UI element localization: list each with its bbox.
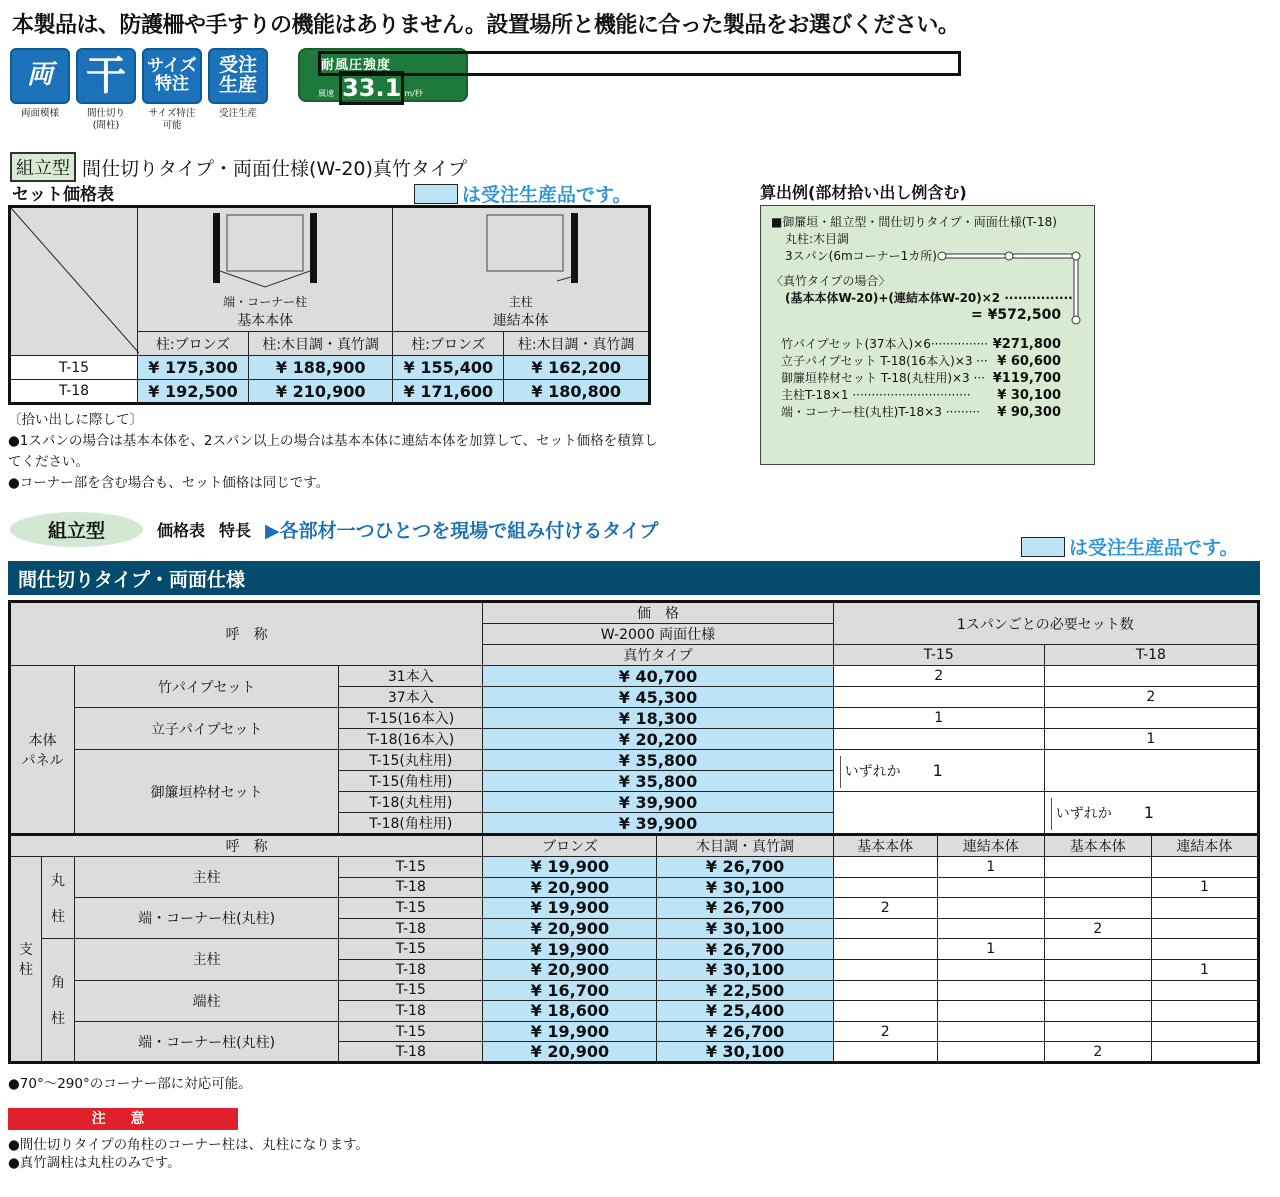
price-cell: ¥ 30,100 [657, 1042, 833, 1063]
price-cell: ¥ 19,900 [483, 939, 657, 960]
count-cell [1044, 1001, 1151, 1022]
price-cell: ¥ 18,300 [483, 708, 833, 729]
feature-custom-size [142, 48, 202, 132]
col-header: 柱:木目調・真竹調 [249, 332, 393, 356]
col-header: 柱:ブロンズ [138, 332, 249, 356]
count-cell [937, 1042, 1044, 1063]
icon-label: 受注生産 [218, 108, 257, 119]
header-link: 連結本体 [937, 835, 1044, 857]
count-cell [1044, 1021, 1151, 1042]
price-cell: ¥ 188,900 [249, 356, 393, 380]
row-label: T-18 [10, 380, 138, 404]
section1-heading: 間仕切りタイプ・両面仕様(W-20)真竹タイプ [82, 157, 467, 180]
count-cell [833, 939, 937, 960]
count-cell [833, 687, 1044, 708]
price-cell: ¥ 210,900 [249, 380, 393, 404]
price-cell: ¥ 26,700 [657, 939, 833, 960]
calc-line: 〈真竹タイプの場合〉 [771, 274, 891, 288]
price-cell: ¥ 192,500 [138, 380, 249, 404]
calc-item [771, 336, 1061, 353]
count-cell [833, 1042, 937, 1063]
price-cell: ¥ 39,900 [483, 792, 833, 813]
count-cell [1044, 898, 1151, 919]
price-cell: ¥ 20,900 [483, 959, 657, 980]
diagonal-cell [10, 207, 138, 356]
table-row [10, 939, 1259, 960]
price-cell: ¥ 162,200 [504, 356, 650, 380]
price-cell: ¥ 16,700 [483, 980, 657, 1001]
post-group-label: 支 柱 [10, 857, 42, 1063]
header-t15: T-15 [833, 645, 1044, 666]
banner-label: 価格表 [157, 521, 206, 540]
assembly-tag: 組立型 [10, 152, 76, 182]
feature-text: ▶各部材一つひとつを現場で組み付けるタイプ [265, 520, 659, 542]
price-cell: ¥ 30,100 [657, 959, 833, 980]
table-row [10, 980, 1259, 1001]
linked-body-diagram [461, 209, 581, 289]
wind-value: 33.1 [339, 71, 404, 105]
icon-label: 両面模様 [20, 108, 59, 119]
count-cell [937, 877, 1044, 898]
count-cell: 2 [1044, 1042, 1151, 1063]
count-cell [937, 980, 1044, 1001]
legend-text: は受注生産品です。 [1069, 537, 1239, 559]
count-cell [937, 1021, 1044, 1042]
count-cell [1044, 877, 1151, 898]
calc-item-label: 端・コーナー柱(丸柱)T-18×3 ········· [781, 405, 981, 419]
wind-title: 耐風圧強度 [318, 51, 961, 76]
spec: T-18(16本入) [339, 729, 483, 750]
count-cell: 1 [1044, 729, 1258, 750]
spec: T-18(丸柱用) [339, 792, 483, 813]
count-cell [833, 857, 937, 878]
feature-icons [10, 48, 268, 132]
price-cell: ¥ 19,900 [483, 857, 657, 878]
count-cell: 1 [937, 939, 1044, 960]
calc-item-price: ¥ 30,100 [997, 388, 1061, 403]
size: T-18 [339, 959, 483, 980]
price-table-banner [10, 512, 658, 547]
set-price-table [8, 205, 651, 405]
calc-item-price: ¥271,800 [992, 337, 1061, 352]
count-cell: 2 [833, 666, 1044, 687]
made-to-order-legend [1021, 533, 1238, 560]
banner-label: 特長 [219, 521, 252, 540]
notes-heading: 〔拾い出しに際して〕 [8, 412, 143, 428]
header-t18: T-18 [1044, 645, 1258, 666]
pickup-notes [8, 410, 658, 494]
count-cell [1151, 1001, 1258, 1022]
price-cell: ¥ 30,100 [657, 877, 833, 898]
price-cell: ¥ 18,600 [483, 1001, 657, 1022]
calc-total: = ¥572,500 [971, 307, 1062, 323]
corner-note: ●70°〜290°のコーナー部に対応可能。 [8, 1076, 252, 1092]
basic-body-diagram [205, 209, 325, 289]
price-cell: ¥ 45,300 [483, 687, 833, 708]
count-cell: 1 [1151, 959, 1258, 980]
calc-item-label: 竹パイプセット(37本入)×6··············· [781, 337, 989, 351]
calc-line: (基本本体W-20)+(連結本体W-20)×2 ··············· [785, 291, 1073, 305]
square-post-label: 角 柱 [42, 939, 75, 1063]
item-name: 立子パイプセット [75, 708, 339, 750]
price-cell: ¥ 30,100 [657, 918, 833, 939]
calc-item-label: 御簾垣枠材セット T-18(丸柱用)×3 ··· [781, 371, 985, 385]
count-cell [937, 918, 1044, 939]
price-cell: ¥ 35,800 [483, 750, 833, 771]
set-price-subtitle: セット価格表 [12, 185, 114, 205]
count-cell [1151, 898, 1258, 919]
calc-line: 3スパン(6mコーナー1カ所) [785, 249, 937, 263]
size: T-15 [339, 857, 483, 878]
count-cell: 2 [1044, 918, 1151, 939]
price-cell: ¥ 20,900 [483, 918, 657, 939]
size: T-18 [339, 877, 483, 898]
calc-line: ■御簾垣・組立型・間仕切りタイプ・両面仕様(T-18) [771, 215, 1057, 229]
made-to-order-icon: 受注 生産 [208, 48, 268, 104]
item-name: 主柱 [75, 857, 339, 898]
spec: T-18(角柱用) [339, 813, 483, 835]
table-row [10, 380, 650, 404]
header-basic: 基本本体 [1044, 835, 1151, 857]
count-cell: 1 [937, 857, 1044, 878]
caution-item: ●真竹調柱は丸柱のみです。 [8, 1155, 181, 1171]
feature-both-sides [10, 48, 70, 132]
header-bronze: ブロンズ [483, 835, 657, 857]
header-wood: 木目調・真竹調 [657, 835, 833, 857]
item-name: 御簾垣枠材セット [75, 750, 339, 835]
price-cell: ¥ 26,700 [657, 857, 833, 878]
span-layout-diagram [936, 244, 1086, 329]
wind-resistance-badge [298, 48, 468, 102]
legend-swatch [1021, 537, 1065, 557]
header-price: 価 格 [483, 602, 833, 624]
size: T-15 [339, 898, 483, 919]
price-cell: ¥ 35,800 [483, 771, 833, 792]
price-cell: ¥ 20,200 [483, 729, 833, 750]
header-name: 呼 称 [10, 835, 483, 857]
count-cell: 2 [833, 1021, 937, 1042]
header-type: 真竹タイプ [483, 645, 833, 666]
size: T-18 [339, 918, 483, 939]
count-cell [833, 792, 1044, 835]
group-label: 本体 パネル [10, 666, 75, 835]
calc-item [771, 370, 1061, 387]
size: T-15 [339, 939, 483, 960]
price-cell: ¥ 175,300 [138, 356, 249, 380]
header-sets: 1スパンごとの必要セット数 [833, 602, 1258, 645]
count-cell [937, 959, 1044, 980]
feature-partition [76, 48, 136, 132]
count-cell [1151, 918, 1258, 939]
note-item: ●1スパンの場合は基本本体を、2スパン以上の場合は基本本体に連結本体を加算して、セット価格を積算してください。 [8, 433, 658, 470]
count-cell [833, 959, 937, 980]
section1-title [10, 152, 467, 182]
count-cell [833, 1001, 937, 1022]
calc-example-box [760, 205, 1095, 465]
count-cell [833, 729, 1044, 750]
feature-made-to-order [208, 48, 268, 132]
spec: 37本入 [339, 687, 483, 708]
row-label: T-15 [10, 356, 138, 380]
count-cell [937, 1001, 1044, 1022]
count-cell [1151, 1021, 1258, 1042]
calc-item-price: ¥119,700 [992, 371, 1061, 386]
count-cell [1151, 939, 1258, 960]
count-cell [1044, 708, 1258, 729]
item-name: 端・コーナー柱(丸柱) [75, 898, 339, 939]
made-to-order-legend [414, 180, 631, 207]
calc-line: 丸柱:木目調 [785, 232, 850, 246]
wind-prefix: 風速 [318, 88, 334, 98]
diagram-label: 主柱 [508, 295, 533, 309]
caution-item: ●間仕切りタイプの角柱のコーナー柱は、丸柱になります。 [8, 1137, 370, 1153]
item-name: 端・コーナー柱(丸柱) [75, 1021, 339, 1063]
calc-item-label: 主柱T-18×1 ······························· [781, 388, 971, 402]
group-label: 基本本体 [237, 313, 294, 329]
item-name: 竹パイプセット [75, 666, 339, 708]
table-row [10, 708, 1259, 729]
price-cell: ¥ 26,700 [657, 898, 833, 919]
group-label: 連結本体 [492, 313, 549, 329]
spec: T-15(丸柱用) [339, 750, 483, 771]
section-bar: 間仕切りタイプ・両面仕様 [8, 561, 1260, 595]
linked-body-header [393, 207, 650, 332]
round-post-label: 丸 柱 [42, 857, 75, 939]
calc-example-heading: 算出例(部材拾い出し例含む) [760, 183, 967, 202]
price-cell: ¥ 180,800 [504, 380, 650, 404]
header-name: 呼 称 [10, 602, 483, 666]
count-cell [1044, 939, 1151, 960]
table-row [10, 356, 650, 380]
calc-item [771, 404, 1061, 421]
count-cell: 1 [833, 708, 1044, 729]
table-row [10, 666, 1259, 687]
price-cell: ¥ 25,400 [657, 1001, 833, 1022]
note-item: ●コーナー部を含む場合も、セット価格は同じです。 [8, 475, 330, 491]
either-t15-cell [833, 750, 1044, 792]
count-cell: 2 [1044, 687, 1258, 708]
item-name: 端柱 [75, 980, 339, 1021]
table-row [10, 750, 1259, 771]
spec: T-15(16本入) [339, 708, 483, 729]
item-name: 主柱 [75, 939, 339, 980]
count-cell [1151, 980, 1258, 1001]
headline: 本製品は、防護柵や手すりの機能はありません。設置場所と機能に合った製品をお選びください。 [12, 13, 960, 38]
size: T-15 [339, 1021, 483, 1042]
icon-label: 間仕切り (間柱) [86, 108, 125, 131]
count-cell [833, 877, 937, 898]
count-cell [1044, 750, 1258, 792]
header-link: 連結本体 [1151, 835, 1258, 857]
price-cell: ¥ 20,900 [483, 877, 657, 898]
legend-text: は受注生産品です。 [462, 184, 632, 206]
col-header: 柱:木目調・真竹調 [504, 332, 650, 356]
count-cell: 1 [1151, 877, 1258, 898]
spec: T-15(角柱用) [339, 771, 483, 792]
count-cell [1044, 959, 1151, 980]
icon-label: サイズ特注 可能 [148, 108, 196, 131]
wind-unit: m/秒 [404, 88, 423, 98]
count-cell: 2 [833, 898, 937, 919]
spec: 31本入 [339, 666, 483, 687]
caution-notes [8, 1136, 369, 1172]
price-cell: ¥ 19,900 [483, 1021, 657, 1042]
custom-size-icon: サイズ 特注 [142, 48, 202, 104]
count-cell [833, 980, 937, 1001]
price-cell: ¥ 22,500 [657, 980, 833, 1001]
basic-body-header [138, 207, 393, 332]
either-t18-cell [1044, 792, 1258, 835]
count-cell [1151, 1042, 1258, 1063]
header-basic: 基本本体 [833, 835, 937, 857]
price-cell: ¥ 40,700 [483, 666, 833, 687]
diagram-label: 端・コーナー柱 [223, 295, 308, 309]
col-header: 柱:ブロンズ [393, 332, 504, 356]
count-cell [1044, 666, 1258, 687]
count-cell [1044, 980, 1151, 1001]
both-sides-pattern-icon: 両 [10, 48, 70, 104]
table-row [10, 898, 1259, 919]
size: T-15 [339, 980, 483, 1001]
table-row [10, 1021, 1259, 1042]
calc-item [771, 353, 1061, 370]
count-cell [1151, 857, 1258, 878]
size: T-18 [339, 1001, 483, 1022]
calc-item-price: ¥ 90,300 [997, 405, 1061, 420]
calc-item [771, 387, 1061, 404]
count-cell [1044, 857, 1151, 878]
caution-header: 注 意 [8, 1108, 238, 1130]
price-cell: ¥ 19,900 [483, 898, 657, 919]
legend-swatch [414, 184, 458, 204]
calc-item-price: ¥ 60,600 [997, 354, 1061, 369]
price-cell: ¥ 26,700 [657, 1021, 833, 1042]
count-cell [937, 898, 1044, 919]
price-cell: ¥ 39,900 [483, 813, 833, 835]
count-value: 1 [932, 760, 943, 780]
count-cell [833, 918, 937, 939]
size: T-18 [339, 1042, 483, 1063]
either-label: いずれか [840, 756, 905, 788]
price-cell: ¥ 171,600 [393, 380, 504, 404]
price-cell: ¥ 155,400 [393, 356, 504, 380]
calc-item-label: 立子パイプセット T-18(16本入)×3 ··· [781, 354, 988, 368]
component-price-table [8, 600, 1260, 1064]
either-label: いずれか [1051, 798, 1116, 830]
price-cell: ¥ 20,900 [483, 1042, 657, 1063]
count-value: 1 [1143, 802, 1154, 822]
table-row [10, 857, 1259, 878]
header-spec: W-2000 両面仕様 [483, 624, 833, 645]
partition-icon: 干 [76, 48, 136, 104]
assembly-pill: 組立型 [10, 512, 143, 547]
